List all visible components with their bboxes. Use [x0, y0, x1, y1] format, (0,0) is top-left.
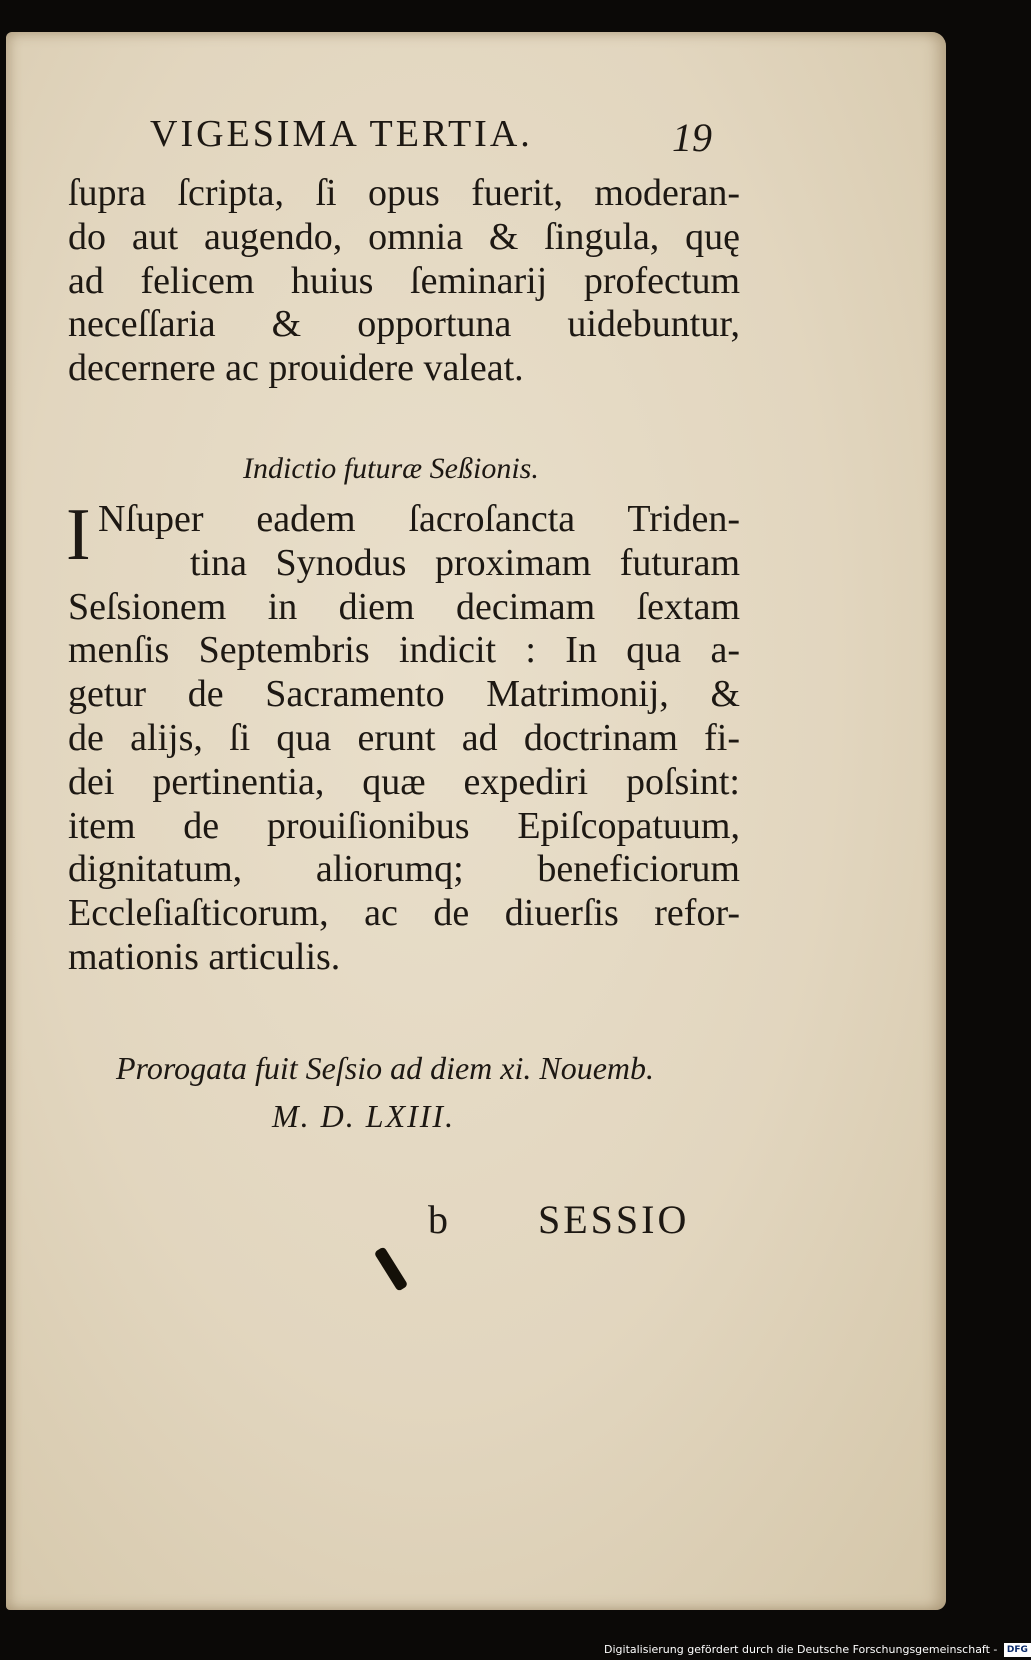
text-line: Eccleſiaſticorum, ac de diuerſis refor-	[68, 892, 740, 935]
text-line: dei pertinentia, quæ expediri poſsint:	[68, 760, 740, 803]
running-title: VIGESIMA TERTIA.	[150, 113, 533, 155]
section-rubric: Indictio futuræ Seßionis.	[243, 452, 539, 485]
text-line: do aut augendo, omnia & ſingula, quę	[68, 215, 740, 258]
text-line: de alijs, ſi qua erunt ad doctrinam fi-	[68, 716, 740, 759]
text-line: item de prouiſionibus Epiſcopatuum,	[68, 804, 740, 847]
paragraph-indiction	[66, 494, 740, 980]
text-line: Nſuper eadem ſacroſancta Triden-	[98, 498, 740, 540]
text-line: Seſsionem in diem decimam ſextam	[68, 585, 740, 628]
signature-mark: b	[428, 1197, 448, 1242]
prorogation-note: Prorogata fuit Seſsio ad diem xi. Nouemb.	[116, 1050, 655, 1086]
text-line: menſis Septembris indicit : In qua a-	[68, 629, 740, 672]
catchword: SESSIO	[538, 1197, 690, 1242]
dfg-footer-text: Digitalisierung gefördert durch die Deutsche Forschungsgemeinschaft -	[604, 1643, 998, 1656]
text-line: ad felicem huius ſeminarij profectum	[68, 259, 740, 302]
paragraph-decree-end	[68, 172, 740, 391]
running-header	[150, 112, 750, 162]
year-roman: M. D. LXIII.	[272, 1098, 456, 1134]
text-line: getur de Sacramento Matrimonij, &	[68, 673, 740, 716]
dfg-logo: DFG	[1004, 1643, 1031, 1657]
text-line: ſupra ſcripta, ſi opus fuerit, moderan-	[68, 172, 740, 214]
text-line: dignitatum, aliorumq; beneficiorum	[68, 848, 740, 891]
text-line: neceſſaria & opportuna uidebuntur,	[68, 303, 740, 346]
page-number: 19	[672, 115, 712, 160]
text-line: tina Synodus proximam futuram	[190, 541, 740, 584]
dfg-footer	[604, 1640, 1028, 1660]
text-line: mationis articulis.	[68, 935, 341, 978]
text-line: decernere ac prouidere valeat.	[68, 347, 524, 390]
drop-capital: I	[66, 494, 91, 576]
